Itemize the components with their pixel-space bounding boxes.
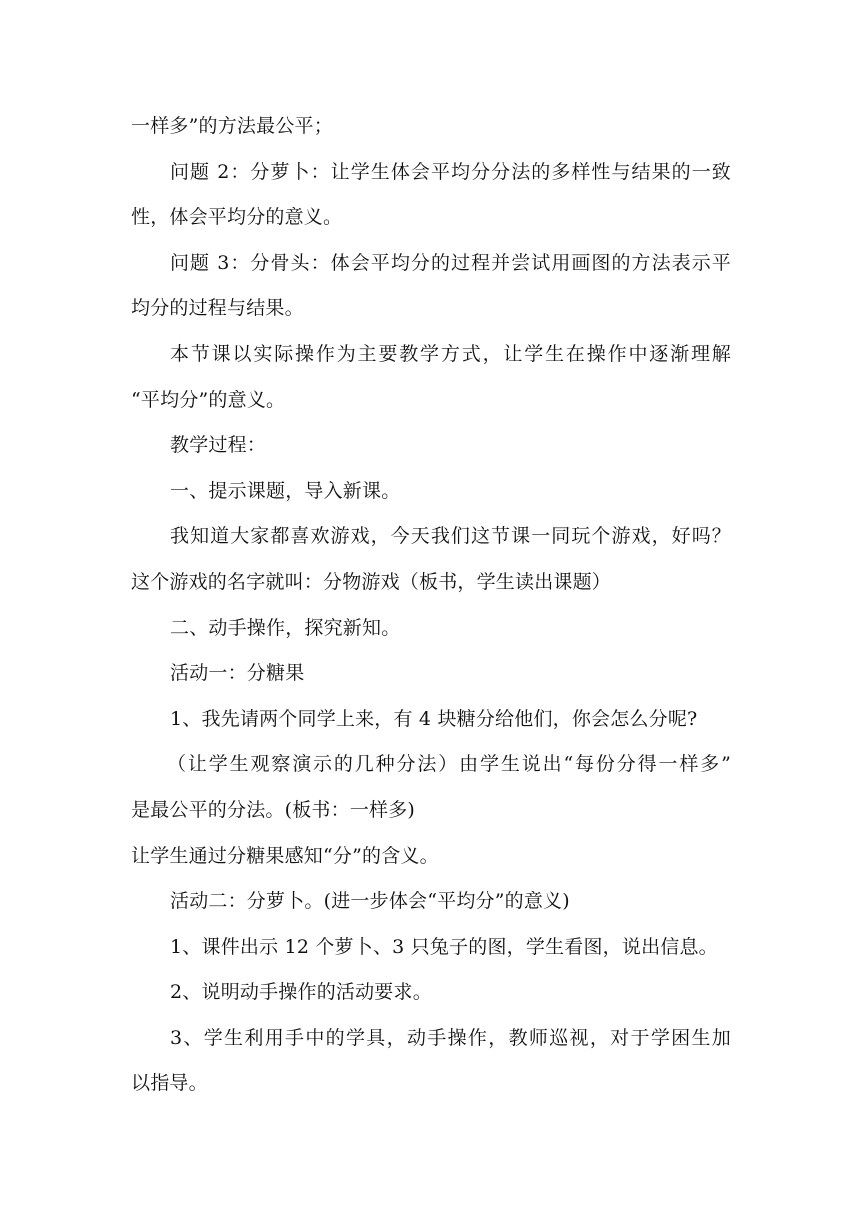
paragraph-line: 这个游戏的名字就叫：分物游戏（板书，学生读出课题） (131, 570, 612, 593)
activity-heading: 活动二：分萝卜。(进一步体会“平均分”的意义) (170, 890, 570, 913)
paragraph-line: 我知道大家都喜欢游戏，今天我们这节课一同玩个游戏，好吗？ (170, 525, 731, 548)
paragraph-line: 问题 2：分萝卜：让学生体会平均分分法的多样性与结果的一致 (170, 160, 731, 183)
document-body (131, 104, 731, 1107)
paragraph-line: 本节课以实际操作为主要教学方式，让学生在操作中逐渐理解 (170, 342, 731, 365)
section-heading: 一、提示课题，导入新课。 (170, 479, 401, 502)
paragraph-line: （让学生观察演示的几种分法）由学生说出“每份分得一样多” (167, 753, 731, 776)
activity-heading: 活动一：分糖果 (170, 662, 305, 685)
paragraph-line: 是最公平的分法。(板书：一样多) (131, 798, 416, 821)
paragraph-line: 1、课件出示 12 个萝卜、3 只兔子的图，学生看图，说出信息。 (170, 935, 718, 958)
paragraph-line: 3、学生利用手中的学具，动手操作，教师巡视，对于学困生加 (170, 1026, 731, 1049)
paragraph-line: 1、我先请两个同学上来，有 4 块糖分给他们，你会怎么分呢? (170, 707, 698, 730)
section-heading: 二、动手操作，探究新知。 (170, 616, 401, 639)
paragraph-line: 均分的过程与结果。 (131, 297, 304, 320)
paragraph-line: 以指导。 (131, 1072, 208, 1095)
paragraph-line: 性，体会平均分的意义。 (131, 206, 343, 229)
paragraph-line: 2、说明动手操作的活动要求。 (170, 981, 432, 1004)
section-heading: 教学过程： (170, 434, 267, 457)
paragraph-line: 问题 3：分骨头：体会平均分的过程并尝试用画图的方法表示平 (170, 251, 731, 274)
paragraph-line: 一样多”的方法最公平； (131, 115, 333, 137)
paragraph-line: 让学生通过分糖果感知“分”的含义。 (131, 844, 439, 867)
paragraph-line: “平均分”的意义。 (131, 388, 286, 411)
